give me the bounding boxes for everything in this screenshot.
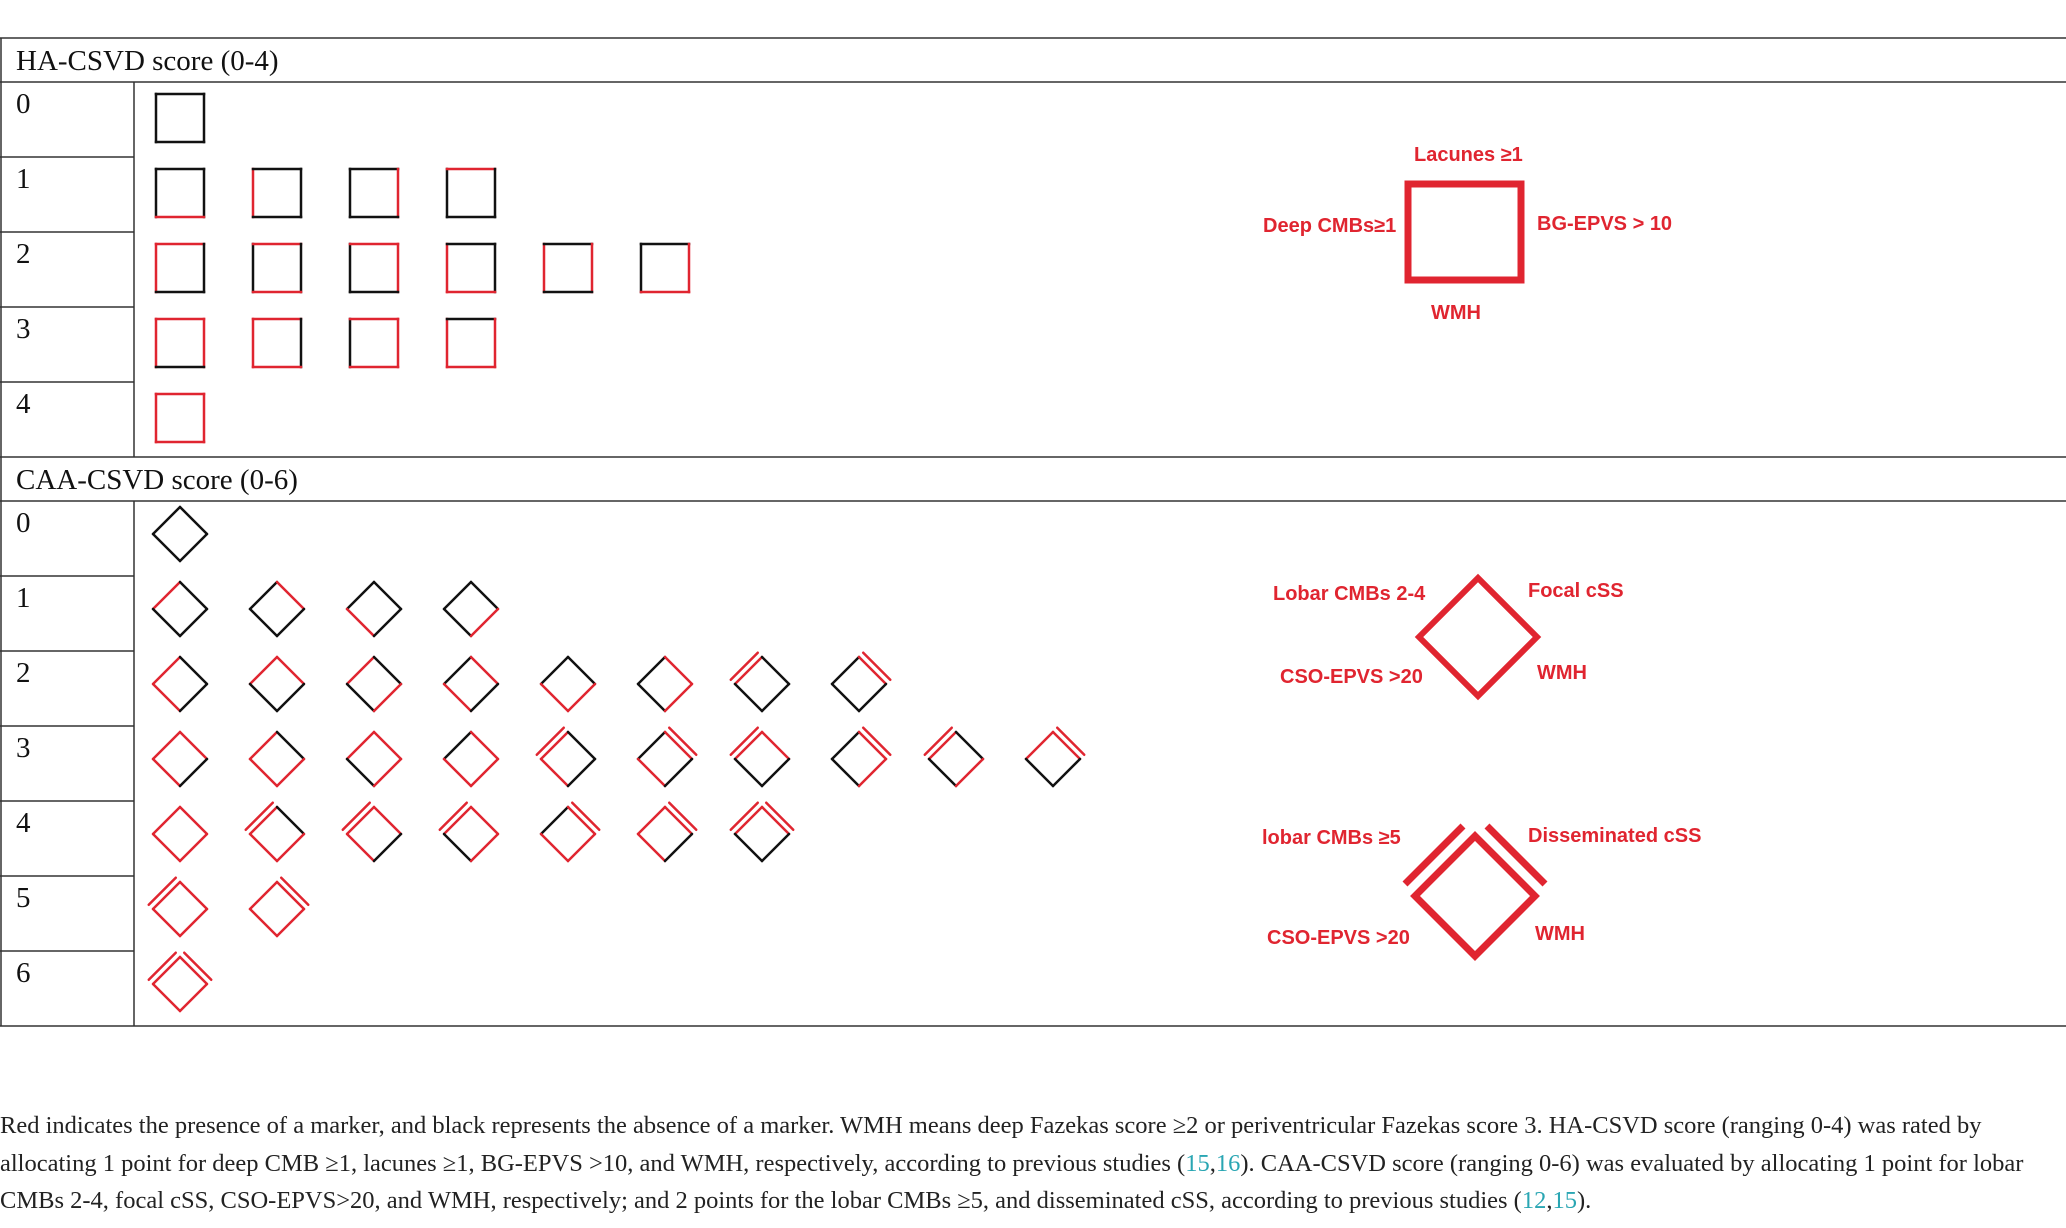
diamond-edge xyxy=(250,684,277,711)
diamond-edge xyxy=(665,759,692,786)
diamond-edge xyxy=(735,759,762,786)
caa-score-diamond xyxy=(149,878,207,936)
diamond-edge xyxy=(541,657,568,684)
citation-link-12[interactable]: 12 xyxy=(1521,1187,1547,1214)
diamond-edge xyxy=(735,684,762,711)
diamond-edge xyxy=(250,732,277,759)
caa-score-diamond xyxy=(153,582,207,636)
diamond-edge xyxy=(250,882,277,909)
caa-score-diamond xyxy=(153,732,207,786)
diamond-edge xyxy=(832,657,859,684)
diamond-edge xyxy=(1026,732,1053,759)
diamond-edge xyxy=(832,732,859,759)
diamond-edge xyxy=(250,834,277,861)
caa-row-score: 4 xyxy=(16,807,31,839)
diamond-edge xyxy=(153,759,180,786)
diamond-edge xyxy=(374,759,401,786)
diamond-edge xyxy=(956,759,983,786)
caa-score-diamond xyxy=(638,803,696,861)
ha-score-square xyxy=(350,319,398,367)
diamond-edge xyxy=(374,807,401,834)
diamond-edge xyxy=(859,759,886,786)
diamond-edge xyxy=(929,759,956,786)
diamond-edge xyxy=(347,759,374,786)
caa-score-diamond xyxy=(153,507,207,561)
diamond-edge xyxy=(347,609,374,636)
diamond-edge xyxy=(277,807,304,834)
diamond-edge xyxy=(471,657,498,684)
citation-link-16[interactable]: 16 xyxy=(1215,1149,1241,1177)
diamond-edge xyxy=(762,834,789,861)
diamond-edge xyxy=(762,684,789,711)
diamond-edge xyxy=(180,807,207,834)
diamond-edge xyxy=(180,834,207,861)
diamond-edge xyxy=(153,534,180,561)
caa-score-diamond xyxy=(343,803,401,861)
figure-caption xyxy=(0,1107,2066,1220)
caa-row-score: 3 xyxy=(16,732,31,764)
diamond-edge xyxy=(444,582,471,609)
caa-legend1-bottom-left-label: CSO-EPVS >20 xyxy=(1280,666,1423,688)
diamond-edge xyxy=(277,732,304,759)
diamond-edge xyxy=(153,909,180,936)
diamond-edge xyxy=(471,609,498,636)
diamond-edge xyxy=(153,807,180,834)
diamond-edge xyxy=(665,834,692,861)
caa-score-diamond xyxy=(347,657,401,711)
diamond-edge xyxy=(568,684,595,711)
caa-score-rows xyxy=(16,507,1084,1011)
caption-text-1: Red indicates the presence of a marker, and black represents the absence of a marker. WMH means deep Fazekas score ≥2 or periventricular Fazekas score 3. HA-CSVD score (ranging 0-4) was rated by allocating 1 point for deep CMB ≥1, lacunes ≥1, BG-EPVS >10, and WMH, respectively, according to previous studies ( xyxy=(0,1112,1982,1177)
diamond-edge xyxy=(347,732,374,759)
caption-separator-2: , xyxy=(1546,1187,1553,1214)
caa-score-diamond xyxy=(153,807,207,861)
citation-link-15b[interactable]: 15 xyxy=(1552,1187,1577,1214)
diamond-edge xyxy=(250,759,277,786)
caa-score-diamond xyxy=(444,732,498,786)
diamond-edge xyxy=(541,807,568,834)
caa-score-diamond xyxy=(537,728,595,786)
diamond-edge xyxy=(444,609,471,636)
ha-score-square xyxy=(156,94,204,142)
caa-legend-points2 xyxy=(1262,825,1701,956)
diamond-edge xyxy=(568,834,595,861)
diamond-edge xyxy=(444,834,471,861)
caa-score-diamond xyxy=(440,803,498,861)
diamond-edge xyxy=(444,684,471,711)
diamond-edge xyxy=(1053,759,1080,786)
diamond-edge xyxy=(180,909,207,936)
diamond-edge xyxy=(471,684,498,711)
diamond-edge xyxy=(665,657,692,684)
diamond-edge xyxy=(250,582,277,609)
diamond-edge xyxy=(374,582,401,609)
caa-score-diamond xyxy=(832,728,890,786)
caa-row-score: 0 xyxy=(16,507,31,539)
diamond-edge xyxy=(153,984,180,1011)
diamond-edge xyxy=(762,759,789,786)
diamond-edge xyxy=(568,732,595,759)
diamond-edge xyxy=(832,684,859,711)
caption-text-3: ). xyxy=(1576,1187,1592,1214)
diamond-edge xyxy=(638,834,665,861)
diamond-edge xyxy=(180,609,207,636)
ha-score-square xyxy=(544,244,592,292)
caa-score-diamond xyxy=(250,657,304,711)
diamond-edge xyxy=(444,657,471,684)
caa-score-diamond xyxy=(250,732,304,786)
diamond-edge xyxy=(859,684,886,711)
caa-score-diamond xyxy=(731,803,793,861)
diamond-edge xyxy=(374,732,401,759)
diamond-edge xyxy=(153,732,180,759)
diamond-edge xyxy=(250,609,277,636)
caa-legend2-top-left-label: lobar CMBs ≥5 xyxy=(1262,827,1401,849)
caa-legend1-top-left-label: Lobar CMBs 2-4 xyxy=(1273,583,1426,605)
caa-score-diamond xyxy=(541,803,599,861)
diamond-edge xyxy=(180,582,207,609)
diamond-edge xyxy=(180,732,207,759)
caa-row-score: 2 xyxy=(16,657,31,689)
diamond-edge xyxy=(444,759,471,786)
diamond-edge xyxy=(180,657,207,684)
diamond-edge xyxy=(638,684,665,711)
caption-paragraph xyxy=(0,1107,2066,1220)
caa-row-score: 1 xyxy=(16,582,31,614)
caption-text-2: ). CAA-CSVD score (ranging 0-6) was evaluated by allocating 1 point for lobar CMBs 2-4, focal cSS, CSO-EPVS>20, and WMH, respectively; and 2 points for the lobar CMBs ≥5, and disseminated cSS, according to previous studies ( xyxy=(0,1149,2024,1214)
ha-score-square xyxy=(641,244,689,292)
ha-score-square xyxy=(350,244,398,292)
diamond-edge xyxy=(153,657,180,684)
caa-legend-diamond-1 xyxy=(1419,578,1537,696)
caa-score-diamond xyxy=(246,803,304,861)
diamond-edge xyxy=(374,834,401,861)
diamond-edge xyxy=(568,657,595,684)
diamond-edge xyxy=(374,684,401,711)
ha-legend-bottom-label: WMH xyxy=(1431,302,1481,324)
diamond-edge xyxy=(153,684,180,711)
diamond-edge xyxy=(541,684,568,711)
diamond-edge xyxy=(471,582,498,609)
ha-score-square xyxy=(156,244,204,292)
diamond-edge xyxy=(471,807,498,834)
diamond-edge xyxy=(1026,759,1053,786)
diamond-edge xyxy=(541,759,568,786)
diamond-edge xyxy=(277,759,304,786)
caa-score-diamond xyxy=(250,878,308,936)
caa-legend2-top-right-label: Disseminated cSS xyxy=(1528,825,1702,847)
caa-legend2-bottom-right-label: WMH xyxy=(1535,923,1585,945)
caa-score-diamond xyxy=(1026,728,1084,786)
caa-score-diamond xyxy=(638,728,696,786)
ha-score-square xyxy=(447,169,495,217)
caa-score-diamond xyxy=(638,657,692,711)
ha-row-score: 2 xyxy=(16,238,31,270)
diamond-edge xyxy=(665,684,692,711)
diamond-edge xyxy=(250,909,277,936)
diamond-edge xyxy=(153,507,180,534)
diamond-edge xyxy=(153,582,180,609)
diamond-edge xyxy=(277,684,304,711)
diamond-edge xyxy=(471,759,498,786)
diamond-edge xyxy=(638,732,665,759)
diamond-edge xyxy=(568,759,595,786)
diamond-edge xyxy=(374,657,401,684)
ha-legend-right-label: BG-EPVS > 10 xyxy=(1537,213,1673,235)
diamond-edge xyxy=(277,834,304,861)
ha-row-score: 1 xyxy=(16,163,31,195)
caa-score-diamond xyxy=(731,728,789,786)
diamond-edge xyxy=(638,807,665,834)
diamond-edge xyxy=(444,732,471,759)
caa-legend1-bottom-right-label: WMH xyxy=(1537,662,1587,684)
diamond-edge xyxy=(347,582,374,609)
diamond-edge xyxy=(153,834,180,861)
caa-score-diamond xyxy=(347,582,401,636)
diamond-edge xyxy=(347,834,374,861)
caa-section-title: CAA-CSVD score (0-6) xyxy=(16,464,298,496)
ha-legend-top-label: Lacunes ≥1 xyxy=(1414,144,1523,166)
table-grid xyxy=(0,38,2066,1026)
caa-score-diamond xyxy=(541,657,595,711)
caa-row-score: 6 xyxy=(16,957,31,989)
diamond-edge xyxy=(638,657,665,684)
diamond-edge xyxy=(180,882,207,909)
ha-row-score: 4 xyxy=(16,388,31,420)
caa-row-score: 5 xyxy=(16,882,31,914)
caa-score-diamond xyxy=(444,582,498,636)
diamond-edge xyxy=(762,732,789,759)
diamond-edge xyxy=(762,657,789,684)
ha-section-title: HA-CSVD score (0-4) xyxy=(16,45,279,77)
caa-score-diamond xyxy=(149,953,211,1011)
ha-row-score: 0 xyxy=(16,88,31,120)
diamond-edge xyxy=(277,609,304,636)
diamond-edge xyxy=(180,534,207,561)
caa-score-diamond xyxy=(444,657,498,711)
diamond-edge xyxy=(277,909,304,936)
caa-legend-points1 xyxy=(1273,578,1624,696)
caa-legend1-top-right-label: Focal cSS xyxy=(1528,580,1624,602)
caa-score-diamond xyxy=(153,657,207,711)
diamond-edge xyxy=(638,759,665,786)
ha-row-score: 3 xyxy=(16,313,31,345)
ha-score-rows xyxy=(16,88,689,442)
ha-legend-left-label: Deep CMBs≥1 xyxy=(1263,215,1397,237)
caa-score-diamond xyxy=(250,582,304,636)
diamond-edge xyxy=(347,684,374,711)
caa-score-diamond xyxy=(832,653,890,711)
ha-score-square xyxy=(253,244,301,292)
diamond-edge xyxy=(153,609,180,636)
diamond-edge xyxy=(735,834,762,861)
ha-score-square xyxy=(156,319,204,367)
diamond-edge xyxy=(277,582,304,609)
diamond-edge xyxy=(250,657,277,684)
caa-legend2-bottom-left-label: CSO-EPVS >20 xyxy=(1267,927,1410,949)
diamond-edge xyxy=(180,984,207,1011)
diamond-edge xyxy=(471,834,498,861)
citation-link-15[interactable]: 15 xyxy=(1185,1149,1210,1177)
caa-score-diamond xyxy=(925,728,983,786)
ha-score-square xyxy=(253,169,301,217)
diamond-edge xyxy=(347,657,374,684)
diamond-edge xyxy=(832,759,859,786)
diamond-edge xyxy=(180,507,207,534)
caa-score-diamond xyxy=(347,732,401,786)
caa-score-diamond xyxy=(731,653,789,711)
diamond-edge xyxy=(374,609,401,636)
diamond-edge xyxy=(541,834,568,861)
diamond-edge xyxy=(180,759,207,786)
diamond-edge xyxy=(956,732,983,759)
ha-score-square xyxy=(156,169,204,217)
ha-score-square xyxy=(156,394,204,442)
caption-separator-1: , xyxy=(1209,1149,1216,1177)
diamond-edge xyxy=(471,732,498,759)
diamond-edge xyxy=(277,657,304,684)
ha-score-square xyxy=(447,244,495,292)
ha-legend-square xyxy=(1408,184,1521,280)
ha-score-square xyxy=(447,319,495,367)
ha-legend xyxy=(1263,144,1672,324)
ha-score-square xyxy=(350,169,398,217)
diamond-edge xyxy=(180,684,207,711)
ha-score-square xyxy=(253,319,301,367)
